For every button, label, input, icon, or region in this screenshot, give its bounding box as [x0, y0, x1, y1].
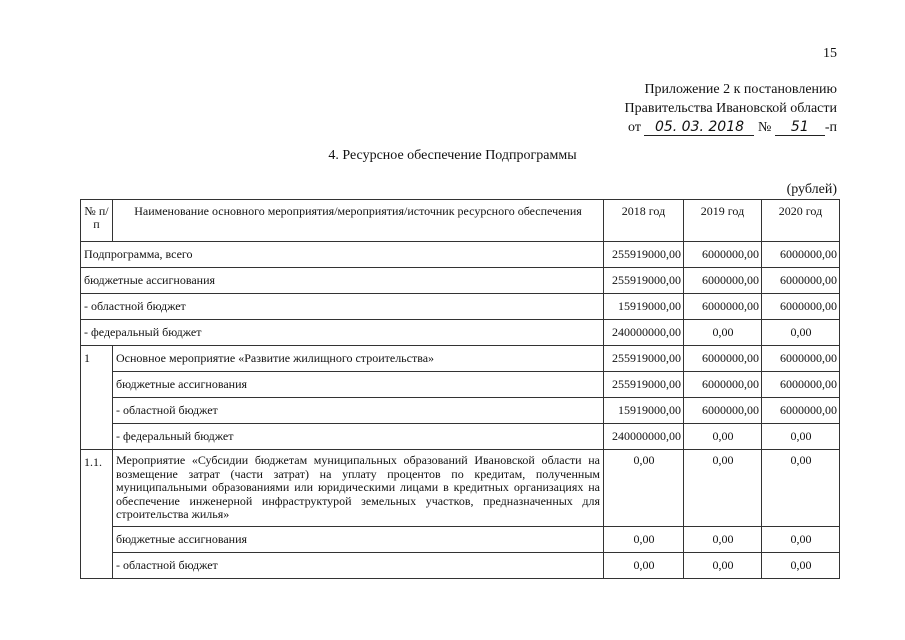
value-2020: 6000000,00	[762, 372, 840, 398]
value-2020: 6000000,00	[762, 242, 840, 268]
appendix-block	[625, 80, 837, 137]
units-label: (рублей)	[786, 182, 837, 197]
appendix-line3	[625, 118, 837, 137]
table-row	[81, 450, 840, 527]
value-2019: 6000000,00	[684, 268, 762, 294]
table-row	[81, 294, 840, 320]
value-2020: 0,00	[762, 450, 840, 527]
table-row	[81, 268, 840, 294]
row-label: - федеральный бюджет	[81, 320, 604, 346]
row-label: бюджетные ассигнования	[113, 372, 604, 398]
value-2020: 0,00	[762, 424, 840, 450]
table-row	[81, 552, 840, 578]
value-2020: 0,00	[762, 526, 840, 552]
section-title: 4. Ресурсное обеспечение Подпрограммы	[328, 148, 577, 163]
header-index: № п/п	[81, 200, 113, 242]
row-label: бюджетные ассигнования	[113, 526, 604, 552]
value-2018: 0,00	[604, 450, 684, 527]
page-number: 15	[823, 46, 837, 61]
table-row	[81, 320, 840, 346]
table-row	[81, 372, 840, 398]
value-2020: 0,00	[762, 552, 840, 578]
from-label: от	[628, 120, 641, 135]
value-2018: 255919000,00	[604, 268, 684, 294]
header-name: Наименование основного мероприятия/мероприятия/источник ресурсного обеспечения	[113, 200, 604, 242]
table-row	[81, 242, 840, 268]
row-label: Мероприятие «Субсидии бюджетам муниципальных образований Ивановской области на возмещение затрат (части затрат) на уплату процентов по кредитам, полученным муниципальными образованиями или юридическими лицами в кредитных организациях на обеспечение инженерной инфраструктурой земельных участков, предназначенных для строительства жилья»	[113, 450, 604, 527]
appendix-line2: Правительства Ивановской области	[624, 101, 837, 116]
value-2019: 0,00	[684, 424, 762, 450]
row-index: 1	[81, 346, 113, 450]
row-label: - областной бюджет	[113, 552, 604, 578]
table-header-row	[81, 200, 840, 242]
value-2020: 6000000,00	[762, 294, 840, 320]
row-label: - федеральный бюджет	[113, 424, 604, 450]
row-index: 1.1.	[81, 450, 113, 579]
header-2019: 2019 год	[684, 200, 762, 242]
value-2019: 6000000,00	[684, 242, 762, 268]
table-row	[81, 526, 840, 552]
value-2018: 240000000,00	[604, 424, 684, 450]
value-2019: 0,00	[684, 320, 762, 346]
value-2020: 6000000,00	[762, 268, 840, 294]
table-row	[81, 346, 840, 372]
value-2018: 240000000,00	[604, 320, 684, 346]
table-row	[81, 398, 840, 424]
value-2020: 6000000,00	[762, 346, 840, 372]
number-label: №	[757, 120, 772, 135]
value-2019: 6000000,00	[684, 346, 762, 372]
value-2018: 0,00	[604, 526, 684, 552]
appendix-line1: Приложение 2 к постановлению	[644, 82, 837, 97]
value-2019: 6000000,00	[684, 372, 762, 398]
value-2019: 0,00	[684, 450, 762, 527]
value-2018: 15919000,00	[604, 398, 684, 424]
value-2019: 6000000,00	[684, 294, 762, 320]
header-2020: 2020 год	[762, 200, 840, 242]
resource-table	[80, 199, 840, 579]
number-suffix: -п	[824, 120, 837, 135]
row-label: бюджетные ассигнования	[81, 268, 604, 294]
row-label: Подпрограмма, всего	[81, 242, 604, 268]
handwritten-date: 05. 03. 2018	[644, 119, 754, 136]
value-2018: 255919000,00	[604, 346, 684, 372]
value-2020: 6000000,00	[762, 398, 840, 424]
value-2019: 0,00	[684, 552, 762, 578]
value-2018: 0,00	[604, 552, 684, 578]
table-row	[81, 424, 840, 450]
value-2018: 15919000,00	[604, 294, 684, 320]
row-label: - областной бюджет	[81, 294, 604, 320]
row-label: - областной бюджет	[113, 398, 604, 424]
value-2019: 6000000,00	[684, 398, 762, 424]
header-2018: 2018 год	[604, 200, 684, 242]
value-2018: 255919000,00	[604, 372, 684, 398]
value-2018: 255919000,00	[604, 242, 684, 268]
value-2019: 0,00	[684, 526, 762, 552]
row-label: Основное мероприятие «Развитие жилищного строительства»	[113, 346, 604, 372]
handwritten-number: 51	[775, 119, 825, 136]
value-2020: 0,00	[762, 320, 840, 346]
